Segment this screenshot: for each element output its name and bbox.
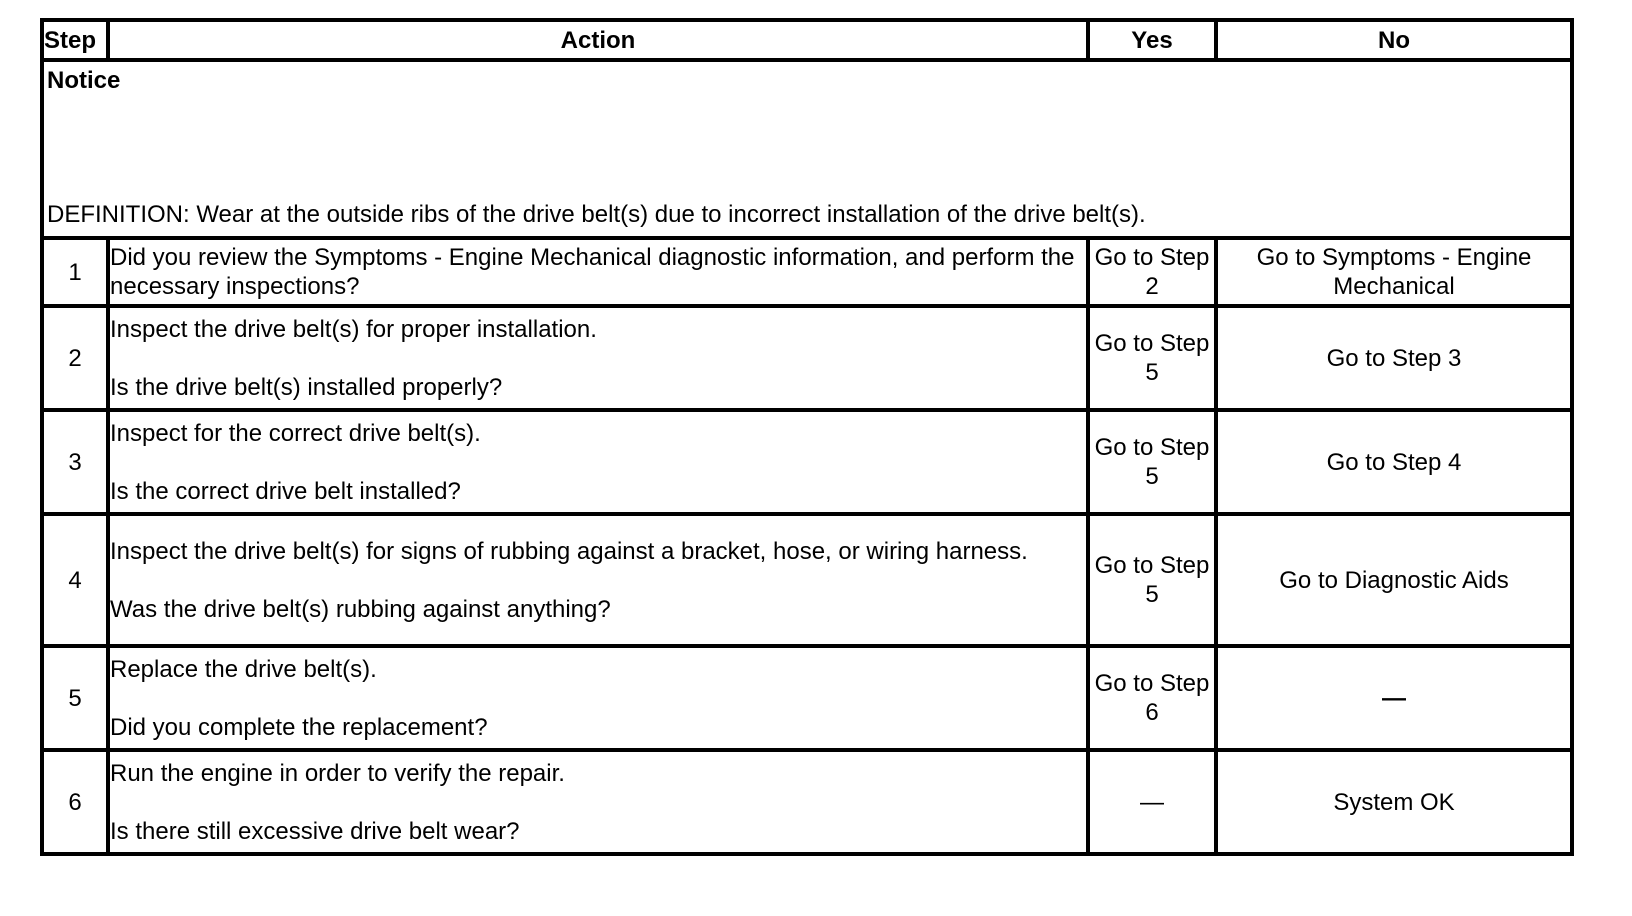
no-cell: — <box>1216 646 1572 750</box>
header-yes: Yes <box>1088 20 1216 60</box>
question-text: Is there still excessive drive belt wear? <box>110 817 520 845</box>
no-cell: Go to Symptoms - Engine Mechanical <box>1216 238 1572 306</box>
action-cell <box>108 238 1088 306</box>
action-text: Inspect for the correct drive belt(s). <box>110 419 481 447</box>
table-row-step-4 <box>42 514 1572 646</box>
action-text: Replace the drive belt(s). <box>110 655 377 683</box>
step-number: 3 <box>42 410 108 514</box>
action-text: Run the engine in order to verify the repair. <box>110 759 565 787</box>
header-action: Action <box>108 20 1088 60</box>
action-cell <box>108 514 1088 646</box>
table-row-step-1 <box>42 238 1572 306</box>
notice-cell <box>42 60 1572 238</box>
header-row <box>42 20 1572 60</box>
no-cell: System OK <box>1216 750 1572 854</box>
notice-title: Notice <box>47 67 121 94</box>
question-text: Is the correct drive belt installed? <box>110 477 461 505</box>
question-text: Was the drive belt(s) rubbing against anything? <box>110 595 611 623</box>
step-number: 5 <box>42 646 108 750</box>
notice-row <box>42 60 1572 238</box>
action-text: Inspect the drive belt(s) for proper installation. <box>110 315 597 343</box>
no-cell: Go to Step 3 <box>1216 306 1572 410</box>
step-number: 6 <box>42 750 108 854</box>
no-cell: Go to Diagnostic Aids <box>1216 514 1572 646</box>
table-row-step-6 <box>42 750 1572 854</box>
yes-cell: — <box>1088 750 1216 854</box>
table-row-step-3 <box>42 410 1572 514</box>
step-number: 1 <box>42 238 108 306</box>
action-cell <box>108 750 1088 854</box>
yes-cell: Go to Step 5 <box>1088 514 1216 646</box>
definition-text: DEFINITION: Wear at the outside ribs of the drive belt(s) due to incorrect installation of the drive belt(s). <box>47 201 1146 228</box>
step-number: 4 <box>42 514 108 646</box>
table-row-step-2 <box>42 306 1572 410</box>
diagnostic-table <box>40 18 1574 856</box>
action-cell <box>108 306 1088 410</box>
header-step: Step <box>42 20 108 60</box>
yes-cell: Go to Step 5 <box>1088 306 1216 410</box>
action-cell <box>108 410 1088 514</box>
step-number: 2 <box>42 306 108 410</box>
table-row-step-5 <box>42 646 1572 750</box>
action-text: Inspect the drive belt(s) for signs of rubbing against a bracket, hose, or wiring harness. <box>110 537 1028 565</box>
header-no: No <box>1216 20 1572 60</box>
no-cell: Go to Step 4 <box>1216 410 1572 514</box>
yes-cell: Go to Step 2 <box>1088 238 1216 306</box>
action-cell <box>108 646 1088 750</box>
question-text: Is the drive belt(s) installed properly? <box>110 373 503 401</box>
question-text: Did you complete the replacement? <box>110 713 488 741</box>
action-text: Did you review the Symptoms - Engine Mechanical diagnostic information, and perform the necessary inspections? <box>110 244 1075 300</box>
yes-cell: Go to Step 6 <box>1088 646 1216 750</box>
yes-cell: Go to Step 5 <box>1088 410 1216 514</box>
